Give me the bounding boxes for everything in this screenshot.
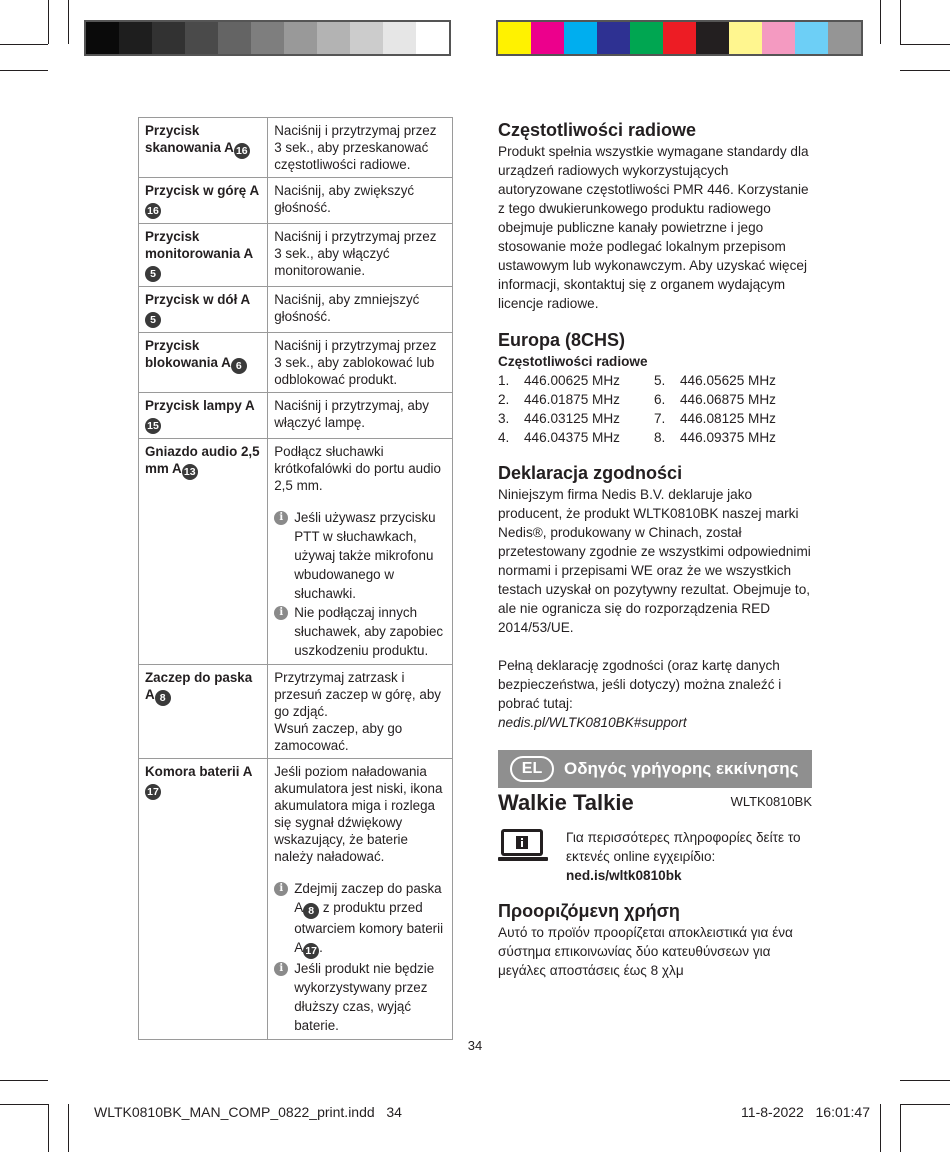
color-swatch xyxy=(762,22,795,54)
table-row xyxy=(139,287,453,333)
row-label: Zaczep do paska A xyxy=(145,670,253,702)
section-heading: Częstotliwości radiowe xyxy=(498,120,697,140)
crop-mark xyxy=(900,0,901,44)
color-swatch xyxy=(251,22,284,54)
frequency-value: 446.09375 MHz xyxy=(680,430,776,445)
frequency-index: 6. xyxy=(654,392,666,407)
info-note xyxy=(274,508,446,603)
row-description: Naciśnij, aby zwiększyć głośność. xyxy=(268,178,453,224)
color-swatch xyxy=(350,22,383,54)
support-link[interactable]: nedis.pl/WLTK0810BK#support xyxy=(498,715,687,730)
frequency-index: 8. xyxy=(654,430,666,445)
frequency-index: 2. xyxy=(498,392,510,407)
color-swatch xyxy=(119,22,152,54)
color-swatch xyxy=(531,22,564,54)
frequency-value: 446.03125 MHz xyxy=(524,411,620,426)
intended-use-section xyxy=(498,900,814,980)
row-description: Naciśnij i przytrzymaj przez 3 sek., aby zablokować lub odblokować produkt. xyxy=(268,333,453,393)
reference-number-badge: 8 xyxy=(155,690,171,706)
europe-section xyxy=(498,329,814,447)
crop-mark xyxy=(0,1080,48,1081)
section-subheading: Częstotliwości radiowe xyxy=(498,354,648,369)
frequency-value: 446.05625 MHz xyxy=(680,373,776,388)
info-icon: i xyxy=(274,606,288,620)
row-description: Podłącz słuchawki krótkofalówki do portu audio 2,5 mm. xyxy=(274,444,441,493)
row-description: Jeśli poziom naładowania akumulatora jest niski, ikona akumulatora miga i rozlega się sygnał dźwiękowy wskazujący, że baterie należy naładować. xyxy=(274,764,443,864)
color-swatch xyxy=(218,22,251,54)
frequency-list xyxy=(498,371,814,447)
note-text-part: Zdejmij zaczep do paska A xyxy=(294,881,442,915)
color-swatch xyxy=(152,22,185,54)
row-description: Naciśnij i przytrzymaj, aby włączyć lampę. xyxy=(268,393,453,439)
row-description: Naciśnij i przytrzymaj przez 3 sek., aby włączyć monitorowanie. xyxy=(268,224,453,287)
reference-number-badge: 17 xyxy=(145,784,161,800)
table-row xyxy=(139,665,453,759)
color-swatch xyxy=(498,22,531,54)
color-swatch xyxy=(597,22,630,54)
grayscale-calibration-bar xyxy=(84,20,451,56)
color-swatch xyxy=(284,22,317,54)
banner-title: Οδηγός γρήγορης εκκίνησης xyxy=(564,759,799,778)
table-row xyxy=(139,333,453,393)
reference-number-badge: 16 xyxy=(234,143,250,159)
language-code-badge: EL xyxy=(510,756,554,782)
button-function-table xyxy=(138,117,453,1040)
row-description-2: Wsuń zaczep, aby go zamocować. xyxy=(274,721,403,753)
info-icon: i xyxy=(274,962,288,976)
footer-timestamp: 11-8-2022 16:01:47 xyxy=(741,1104,870,1120)
reference-number-badge: 6 xyxy=(231,358,247,374)
reference-number-badge: 16 xyxy=(145,203,161,219)
section-body: Αυτό το προϊόν προορίζεται αποκλειστικά για ένα σύστημα επικοινωνίας δύο κατευθύνσεων για μεγάλες αποστάσεις έως 8 χλμ xyxy=(498,925,793,978)
reference-number-badge: 13 xyxy=(182,464,198,480)
quick-start-banner xyxy=(498,750,812,788)
footer-file-name: WLTK0810BK_MAN_COMP_0822_print.indd 34 xyxy=(94,1104,402,1120)
reference-number-badge: 5 xyxy=(145,312,161,328)
crop-mark xyxy=(68,0,69,44)
section-body-2: Pełną deklarację zgodności (oraz kartę danych bezpieczeństwa, jeśli dotyczy) można znaleźć i pobrać tutaj: xyxy=(498,658,782,711)
row-label: Przycisk w górę A xyxy=(145,183,260,198)
row-label: Gniazdo audio 2,5 mm A xyxy=(145,444,260,476)
frequency-value: 446.08125 MHz xyxy=(680,411,776,426)
manual-link[interactable]: ned.is/wltk0810bk xyxy=(566,868,682,883)
declaration-section xyxy=(498,462,814,732)
crop-mark xyxy=(900,1080,950,1081)
crop-mark xyxy=(68,1104,69,1152)
online-manual-info xyxy=(566,828,812,885)
crop-mark xyxy=(900,70,950,71)
section-body: Produkt spełnia wszystkie wymagane standardy dla urządzeń radiowych wykorzystujących autoryzowane częstotliwości PMR 446. Korzystanie z tego dwukierunkowego produktu radiowego obejmuje publiczne kanały powietrzne i jego stosowanie może podlegać lokalnym przepisom ustawowym lub wykonawczym. Aby uzyskać więcej informacji, skontaktuj się z organem wydającym licencje radiowe. xyxy=(498,144,809,311)
section-body: Niniejszym firma Nedis B.V. deklaruje jako producent, że produkt WLTK0810BK naszej marki Nedis®, produkowany w Chinach, został przetestowany zgodnie ze wszystkimi odpowiednimi normami i przepisami WE oraz że we wszystkich testach uzyskał on pozytywny rezultat. Obejmuje to, ale nie ogranicza się do rozporządzenia RED 2014/53/UE. xyxy=(498,487,811,635)
color-swatch xyxy=(663,22,696,54)
table-row xyxy=(139,224,453,287)
row-label: Przycisk lampy A xyxy=(145,398,255,413)
product-title: Walkie Talkie xyxy=(498,790,634,815)
crop-mark xyxy=(880,0,881,44)
note-text-part: . xyxy=(319,940,323,955)
color-swatch xyxy=(317,22,350,54)
crop-mark xyxy=(0,44,48,45)
section-heading: Deklaracja zgodności xyxy=(498,463,683,483)
crop-mark xyxy=(0,1104,48,1105)
frequency-index: 7. xyxy=(654,411,666,426)
frequency-index: 5. xyxy=(654,373,666,388)
color-swatch xyxy=(86,22,119,54)
note-text: Jeśli produkt nie będzie wykorzystywany przez dłuższy czas, wyjąć baterie. xyxy=(294,961,435,1033)
row-description: Naciśnij i przytrzymaj przez 3 sek., aby przeskanować częstotliwości radiowe. xyxy=(268,118,453,178)
crop-mark xyxy=(900,1104,901,1152)
note-text-part: z produktu przed otwarciem komory baterii A xyxy=(294,900,444,955)
page-number: 34 xyxy=(467,1038,483,1053)
crop-mark xyxy=(48,1104,49,1152)
frequency-value: 446.04375 MHz xyxy=(524,430,620,445)
reference-number-badge: 15 xyxy=(145,418,161,434)
section-heading: Προοριζόμενη χρήση xyxy=(498,901,680,921)
color-swatch xyxy=(416,22,449,54)
row-description: Naciśnij, aby zmniejszyć głośność. xyxy=(268,287,453,333)
table-row xyxy=(139,393,453,439)
row-description: Przytrzymaj zatrzask i przesuń zaczep w górę, aby go zdjąć. xyxy=(274,670,441,719)
info-text: Για περισσότερες πληροφορίες δείτε το εκτενές online εγχειρίδιο: xyxy=(566,830,801,864)
crop-mark xyxy=(900,44,950,45)
info-note xyxy=(274,959,446,1035)
crop-mark xyxy=(900,1104,950,1105)
laptop-info-icon xyxy=(498,828,548,869)
frequency-value: 446.00625 MHz xyxy=(524,373,620,388)
table-row xyxy=(139,118,453,178)
info-icon: i xyxy=(274,882,288,896)
color-swatch xyxy=(729,22,762,54)
color-swatch xyxy=(696,22,729,54)
row-label: Przycisk skanowania A xyxy=(145,123,234,155)
color-swatch xyxy=(185,22,218,54)
crop-mark xyxy=(0,70,48,71)
color-swatch xyxy=(795,22,828,54)
reference-number-badge: 5 xyxy=(145,266,161,282)
color-swatch xyxy=(383,22,416,54)
color-calibration-bar xyxy=(496,20,863,56)
model-number: WLTK0810BK xyxy=(730,794,812,809)
reference-number-badge: 8 xyxy=(303,903,319,919)
color-swatch xyxy=(828,22,861,54)
row-label: Komora baterii A xyxy=(145,764,253,779)
row-label: Przycisk monitorowania A xyxy=(145,229,254,261)
info-note xyxy=(274,879,446,959)
table-row xyxy=(139,759,453,1040)
frequency-value: 446.01875 MHz xyxy=(524,392,620,407)
color-swatch xyxy=(630,22,663,54)
note-text: Jeśli używasz przycisku PTT w słuchawkach, używaj także mikrofonu wbudowanego w słuchawki. xyxy=(294,510,436,601)
info-icon: i xyxy=(274,511,288,525)
reference-number-badge: 17 xyxy=(303,943,319,959)
color-swatch xyxy=(564,22,597,54)
section-heading: Europa (8CHS) xyxy=(498,330,626,350)
row-label: Przycisk w dół A xyxy=(145,292,251,307)
info-note xyxy=(274,603,446,660)
frequency-index: 1. xyxy=(498,373,510,388)
row-label: Przycisk blokowania A xyxy=(145,338,231,370)
crop-mark xyxy=(880,1104,881,1152)
table-row xyxy=(139,439,453,665)
note-text xyxy=(294,879,446,959)
table-row xyxy=(139,178,453,224)
frequency-index: 4. xyxy=(498,430,510,445)
note-text: Nie podłączaj innych słuchawek, aby zapobiec uszkodzeniu produktu. xyxy=(294,605,444,658)
radio-frequency-section xyxy=(498,119,814,313)
frequency-value: 446.06875 MHz xyxy=(680,392,776,407)
crop-mark xyxy=(48,0,49,44)
frequency-index: 3. xyxy=(498,411,510,426)
